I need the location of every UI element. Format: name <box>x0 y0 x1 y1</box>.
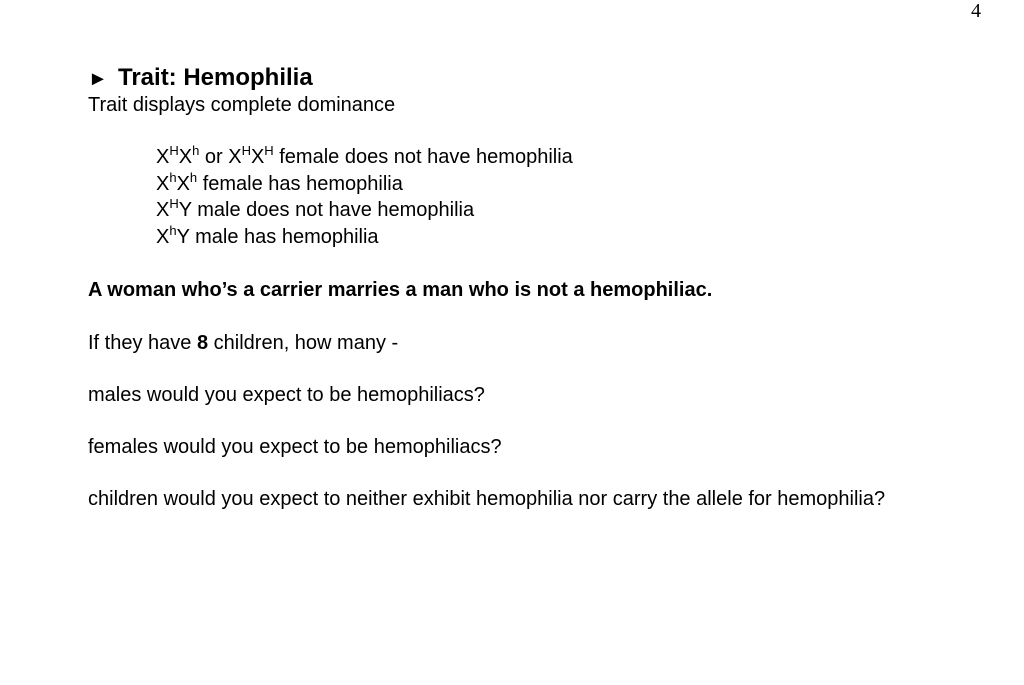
question-males: males would you expect to be hemophiliacs? <box>88 384 485 406</box>
allele-superscript: H <box>169 196 179 211</box>
question-females: females would you expect to be hemophiliacs? <box>88 436 502 458</box>
allele-superscript: h <box>189 169 198 185</box>
allele-superscript: H <box>264 143 274 158</box>
page-number: 4 <box>971 0 981 22</box>
children-count: 8 <box>196 332 209 354</box>
allele-superscript: h <box>192 143 200 158</box>
arrow-bullet-icon: ► <box>88 68 108 90</box>
allele-superscript: H <box>241 143 251 158</box>
question-intro: If they have 8 children, how many - <box>88 332 399 354</box>
question-children: children would you expect to neither exhibit hemophilia nor carry the allele for hemophilia? <box>88 488 886 510</box>
scenario-statement: A woman who’s a carrier marries a man who is not a hemophiliac. <box>88 279 713 301</box>
trait-subtitle: Trait displays complete dominance <box>88 94 396 116</box>
genotype-line-male-unaffected: $X^HY$ male does not have hemophilia <box>156 196 475 221</box>
genotype-list <box>88 144 968 250</box>
genotype-line-male-affected: $X^hY$ male has hemophilia <box>156 222 379 248</box>
allele-superscript: h <box>169 222 177 238</box>
worksheet-content <box>88 63 968 512</box>
trait-title: Trait: Hemophilia <box>118 64 313 91</box>
genotype-line-female-unaffected: $X^HX^h$ or $X^HX^H$ female does not have hemophilia <box>156 143 573 168</box>
genotype-line-female-affected: $X^hX^h$ female has hemophilia <box>156 169 403 195</box>
allele-superscript: H <box>169 143 179 158</box>
allele-superscript: h <box>169 169 177 185</box>
trait-heading <box>88 63 968 94</box>
